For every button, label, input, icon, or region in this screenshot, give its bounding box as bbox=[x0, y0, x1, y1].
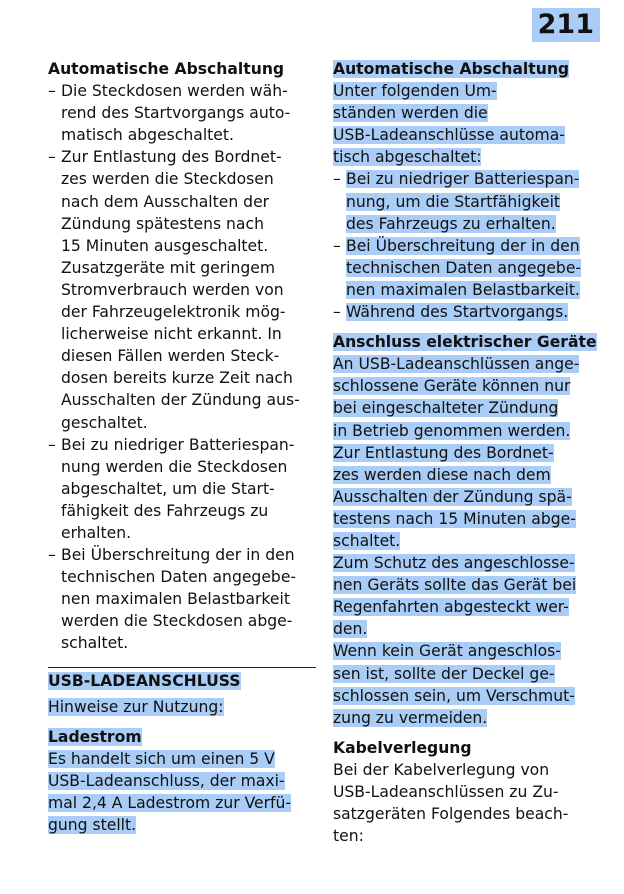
right-heading-anschluss: Anschluss elektrischer Geräte bbox=[333, 333, 597, 352]
right-list-item-1: – Bei zu niedriger Batteriespan- nung, um die Startfähigkeit des Fahrzeugs zu erhalten. bbox=[333, 170, 580, 233]
right-intro: Unter folgenden Um- ständen werden die USB-Ladeanschlüsse automa- tisch abgeschaltet: bbox=[333, 82, 565, 167]
right-heading-abschaltung: Automatische Abschaltung bbox=[333, 60, 570, 78]
left-list-item-4: – Bei Überschreitung der in den technischen Daten angegebe- nen maximalen Belastbarkeit werden die Steckdosen abge- schaltet. bbox=[48, 546, 297, 653]
usb-section-title: USB-LADEANSCHLUSS bbox=[48, 671, 241, 690]
right-heading-kabelverlegung: Kabelverlegung bbox=[333, 738, 472, 757]
kabelverlegung-paragraph: Bei der Kabelverlegung von USB-Ladeanschlüssen zu Zu- satzgeräten Folgendes beach- ten: bbox=[333, 760, 569, 846]
right-list-item-2: – Bei Überschreitung der in den technischen Daten angegebe- nen maximalen Belastbarkeit. bbox=[333, 236, 582, 299]
right-column bbox=[333, 58, 601, 847]
dash-marker: – bbox=[48, 435, 56, 454]
usage-hint: Hinweise zur Nutzung: bbox=[48, 697, 224, 716]
section-divider bbox=[48, 667, 316, 668]
ladestrom-paragraph: Es handelt sich um einen 5 V USB-Ladeanschluss, der maxi- mal 2,4 A Ladestrom zur Verfü- gung stellt. bbox=[48, 749, 292, 835]
left-column bbox=[48, 58, 316, 836]
dash-marker: – bbox=[48, 82, 56, 101]
ladestrom-heading: Ladestrom bbox=[48, 727, 142, 746]
left-list-item-1: – Die Steckdosen werden wäh- rend des Startvorgangs auto- matisch abgeschaltet. bbox=[48, 82, 291, 145]
left-list-item-3: – Bei zu niedriger Batteriespan- nung werden die Steckdosen abgeschaltet, um die Start- fähigkeit des Fahrzeugs zu erhalten. bbox=[48, 435, 295, 542]
left-list-item-2: – Zur Entlastung des Bordnet- zes werden die Steckdosen nach dem Ausschalten der Zündung spätestens nach 15 Minuten ausgeschaltet. Zusatzgeräte mit geringem Stromverbrauch werden von der Fahrzeugelektronik mög- licherweise nicht erkannt. In diesen Fällen werden Steck- dosen bereits kurze Zeit nach Ausschalten der Zündung aus- geschaltet. bbox=[48, 148, 300, 432]
dash-marker: – bbox=[333, 170, 341, 189]
dash-marker: – bbox=[333, 236, 341, 255]
left-heading: Automatische Abschaltung bbox=[48, 60, 285, 78]
page-number: 211 bbox=[532, 8, 600, 42]
dash-marker: – bbox=[48, 148, 56, 167]
dash-marker: – bbox=[333, 303, 341, 322]
right-list-item-3: – Während des Startvorgangs. bbox=[333, 301, 601, 323]
dash-marker: – bbox=[48, 546, 56, 565]
anschluss-paragraph: An USB-Ladeanschlüssen ange- schlossene Geräte können nur bei eingeschalteter Zündung in Betrieb genommen werden. Zur Entlastung des Bordnet- zes werden diese nach dem Ausschalten der Zündung spä- testens nach 15 Minuten abge- schaltet. Zum Schutz des angeschlosse- nen Geräts sollte das Gerät bei Regenfahrten abgesteckt wer- den. Wenn kein Gerät angeschlos- sen ist, sollte der Deckel ge- schlossen sein, um Verschmut- zung zu vermeiden. bbox=[333, 355, 580, 727]
